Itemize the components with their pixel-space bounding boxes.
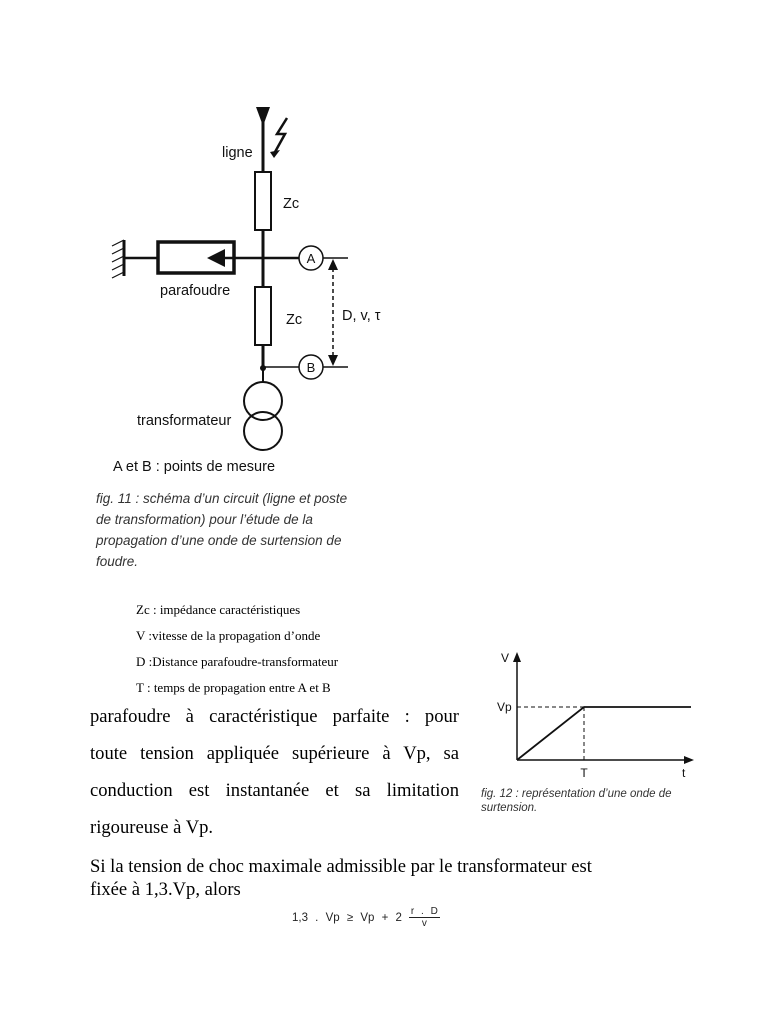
formula [292,906,440,929]
vp-label: Vp [497,700,512,714]
label-ligne: ligne [222,145,253,161]
lightning-icon [275,118,287,152]
formula-denominator: v [421,918,427,929]
t-mark-label: T [580,766,588,780]
figure-12-caption: fig. 12 : représentation d’une onde de surtension. [481,788,672,814]
transformer-icon [244,382,282,420]
formula-numerator: r . D [410,906,438,917]
label-zc-top: Zc [283,196,300,212]
label-point-a: A [306,251,316,266]
x-axis-label: t [682,766,686,780]
label-points-mesure: A et B : points de mesure [113,459,276,475]
legend-item: V :vitesse de la propagation d’onde [136,628,321,643]
formula-fraction [409,906,440,929]
paragraph-tension-choc: Si la tension de choc maximale admissible par le transformateur est fixée à 1,3.Vp, alors [90,856,592,900]
legend-item: Zc : impédance caractéristiques [136,602,301,617]
label-zc-bottom: Zc [286,312,303,328]
figure-12-graph [470,640,710,785]
legend-item: D :Distance parafoudre-transformateur [136,654,339,669]
label-parafoudre: parafoudre [160,283,231,299]
label-d-v-tau: D, v, τ [342,308,381,324]
y-axis-label: V [501,651,510,665]
surge-wave-line [517,707,691,760]
label-point-b: B [306,360,316,375]
label-transformateur: transformateur [137,413,232,429]
formula-left: 1,3 . Vp ≥ Vp + 2 [292,911,402,924]
figure-11-caption: fig. 11 : schéma d’un circuit (ligne et poste de transformation) pour l’étude de la propagation d’une onde de surtension de foudre. [96,491,348,569]
paragraph-parafoudre: parafoudre à caractéristique parfaite : pour toute tension appliquée supérieure à Vp, sa conduction est instantanée et sa limitation rigoureuse à Vp. [90,706,459,838]
symbol-legend [136,602,338,706]
zc-top-impedance [255,172,271,230]
legend-item: T : temps de propagation entre A et B [136,680,331,695]
zc-bottom-impedance [255,287,271,345]
